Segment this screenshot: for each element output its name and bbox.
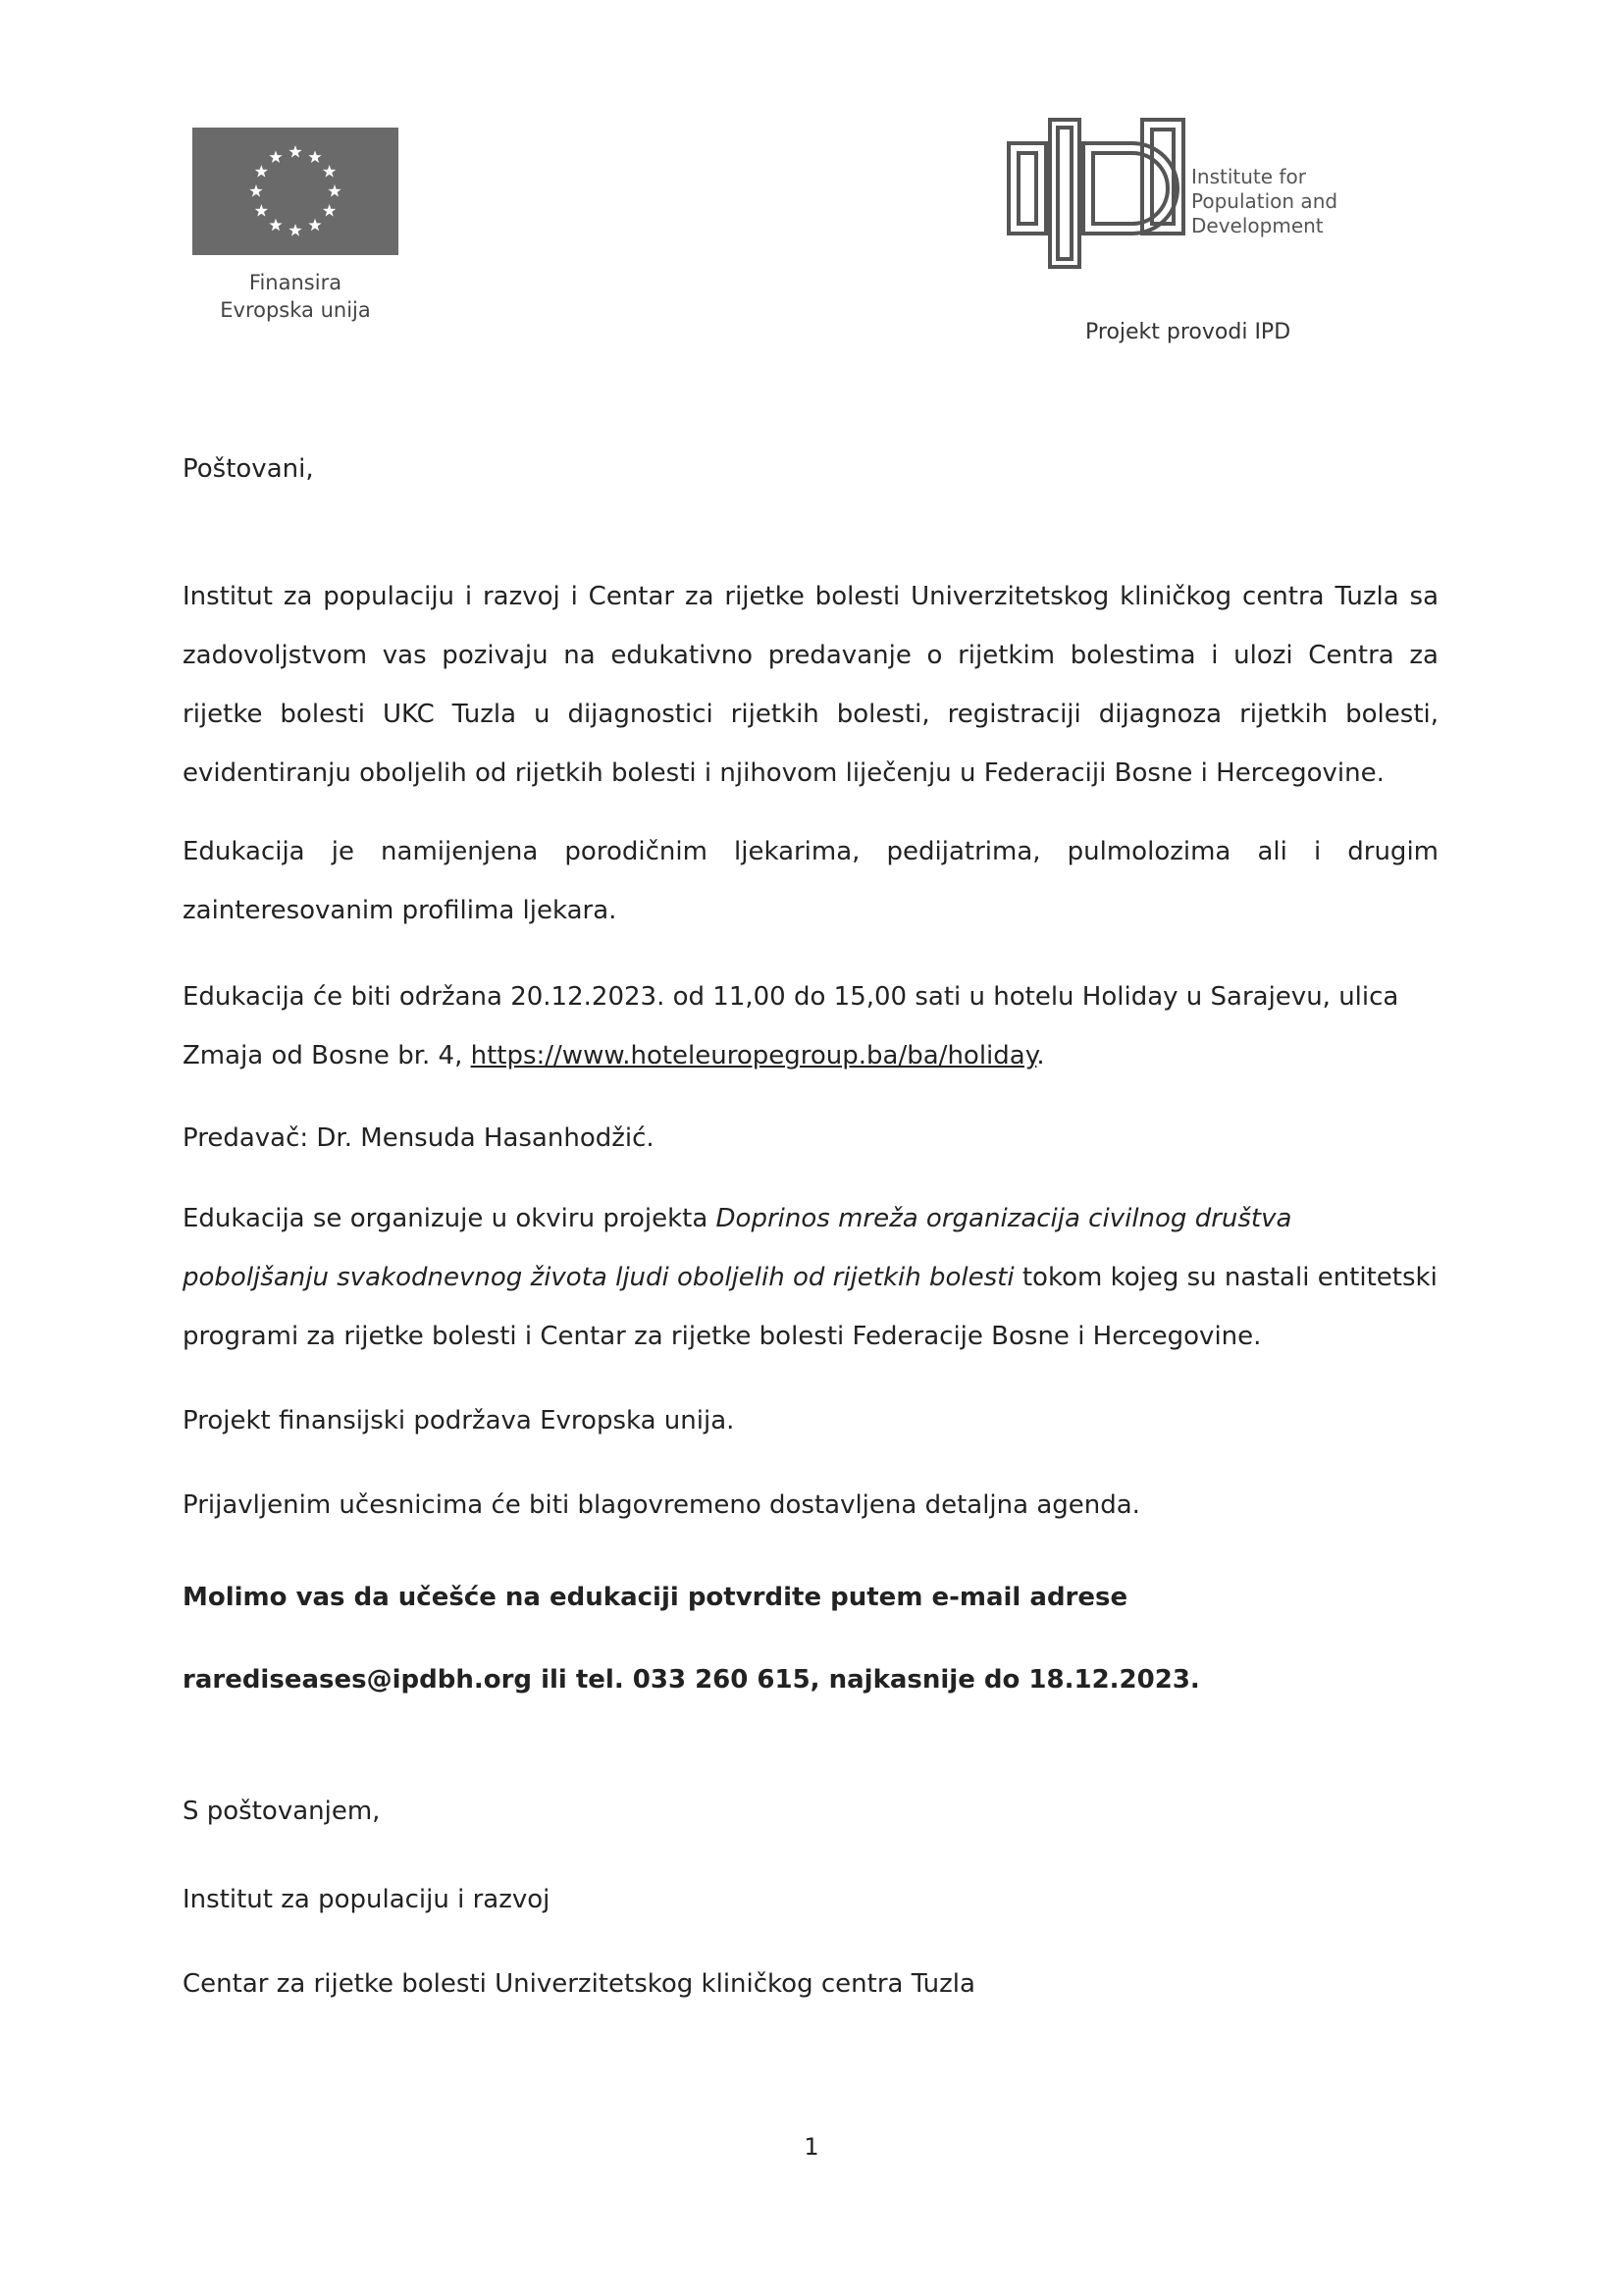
ipd-logo — [1005, 116, 1187, 269]
paragraph-agenda: Prijavljenim učesnicima će biti blagovremeno dostavljena detaljna agenda. — [183, 1490, 1140, 1520]
eu-star-icon — [323, 204, 336, 217]
signatory-ipd: Institut za populaciju i razvoj — [183, 1885, 550, 1914]
eu-star-icon — [269, 219, 282, 232]
paragraph-venue — [183, 967, 1439, 1085]
eu-funding-caption — [192, 269, 398, 324]
ipd-name-line: Institute for — [1191, 165, 1306, 188]
eu-star-icon — [249, 184, 262, 197]
paragraph-project — [183, 1189, 1439, 1366]
paragraph-audience: Edukacija je namijenjena porodičnim ljekarima, pedijatrima, pulmolozima ali i drugim zainteresovanim profilima ljekara. — [183, 837, 1439, 925]
closing: S poštovanjem, — [183, 1797, 381, 1826]
eu-star-icon — [308, 219, 321, 232]
eu-stars-icon — [192, 128, 398, 255]
eu-caption-line: Evropska unija — [220, 298, 371, 322]
eu-caption-line: Finansira — [248, 271, 342, 294]
venue-end: . — [1036, 1041, 1045, 1070]
page-number: 1 — [804, 2133, 819, 2161]
eu-star-icon — [308, 150, 321, 163]
paragraph-funding: Projekt finansijski podržava Evropska unija. — [183, 1406, 735, 1435]
ipd-name — [1191, 165, 1337, 238]
paragraph-rsvp: Molimo vas da učešće na edukaciji potvrdite putem e-mail adrese rarediseases@ipdbh.org ili tel. 033 260 615, najkasnije do 18.12.2023. — [183, 1583, 1200, 1695]
project-note: Projekt provodi IPD — [1085, 320, 1291, 344]
hotel-link[interactable]: https://www.hoteleuropegroup.ba/ba/holiday — [470, 1041, 1037, 1070]
paragraph-invitation: Institut za populaciju i razvoj i Centar za rijetke bolesti Univerzitetskog kliničkog centra Tuzla sa zadovoljstvom vas pozivaju na edukativno predavanje o rijetkim bolestima i ulozi Centra za rijetke bolesti UKC Tuzla u dijagnostici rijetkih bolesti, registraciji dijagnoza rijetkih bolesti, evidentiranju oboljelih od rijetkih bolesti i njihovom liječenju u Federaciji Bosne i Hercegovine. — [183, 582, 1439, 788]
eu-flag-logo — [192, 128, 398, 255]
venue-text: Edukacija će biti održana 20.12.2023. od 11,00 do 15,00 sati u hotelu Holiday u Sarajevu, ulica Zmaja od Bosne br. 4, — [183, 982, 1399, 1070]
eu-star-icon — [288, 145, 301, 158]
project-text: Edukacija se organizuje u okviru projekta — [183, 1204, 716, 1233]
eu-star-icon — [269, 150, 282, 163]
signatory-ukc: Centar za rijetke bolesti Univerzitetskog kliničkog centra Tuzla — [183, 1969, 975, 1999]
project-text-end: tokom kojeg su nastali entitetski programi za rijetke bolesti i Centar za rijetke bolesti Federacije Bosne i Hercegovine. — [183, 1263, 1438, 1351]
eu-star-icon — [255, 204, 268, 217]
ipd-name-line: Population and — [1191, 189, 1338, 213]
eu-star-icon — [288, 224, 301, 236]
eu-star-icon — [323, 165, 336, 178]
paragraph-lecturer: Predavač: Dr. Mensuda Hasanhodžić. — [183, 1123, 654, 1153]
eu-star-icon — [255, 165, 268, 178]
ipd-name-line: Development — [1191, 214, 1324, 237]
salutation: Poštovani, — [183, 454, 314, 484]
project-title: Doprinos mreža organizacija civilnog društva poboljšanju svakodnevnog života ljudi oboljelih od rijetkih bolesti — [183, 1204, 1292, 1292]
eu-star-icon — [328, 184, 340, 197]
